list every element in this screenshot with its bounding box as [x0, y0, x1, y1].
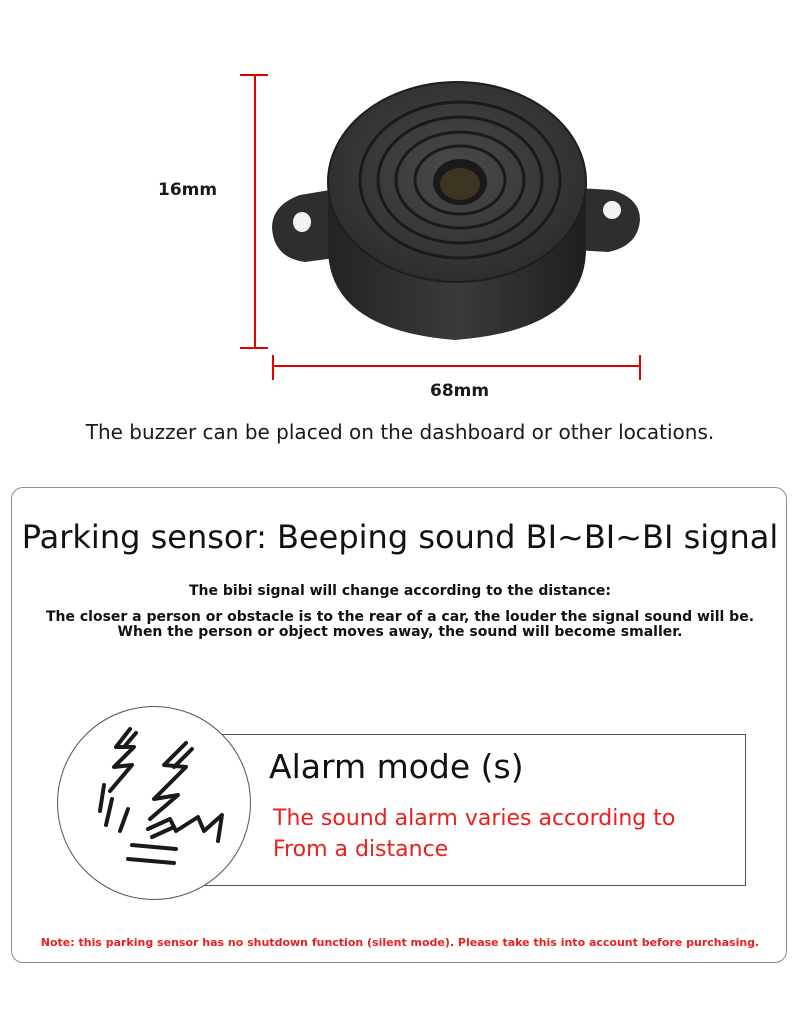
alarm-desc-line-2: From a distance [273, 837, 449, 862]
product-figure [0, 0, 800, 420]
alarm-mode-box [172, 734, 746, 886]
width-label: 68mm [430, 381, 490, 401]
width-dimension-line [273, 355, 640, 380]
card-description-line-2: When the person or object moves away, the sound will become smaller. [117, 624, 683, 640]
card-subtitle: The bibi signal will change according to the distance: [188, 583, 612, 599]
alarm-mode-description [273, 803, 675, 865]
lightning-bolts-icon [58, 707, 252, 901]
card-description-line-1: The closer a person or obstacle is to the rear of a car, the louder the signal sound will be. [45, 609, 755, 625]
alarm-icon-circle [57, 706, 251, 900]
height-label: 16mm [158, 180, 218, 200]
buzzer-caption: The buzzer can be placed on the dashboard or other locations. [85, 420, 715, 444]
card-heading: Parking sensor: Beeping sound BI~BI~BI signal [21, 518, 779, 556]
alarm-desc-line-1: The sound alarm varies according to [273, 806, 676, 831]
height-dimension-line [240, 75, 268, 348]
alarm-mode-title: Alarm mode (s) [269, 747, 524, 786]
purchase-note: Note: this parking sensor has no shutdown function (silent mode). Please take this into account before purchasing. [40, 936, 760, 949]
buzzer-image [272, 82, 640, 340]
info-card [11, 487, 787, 963]
